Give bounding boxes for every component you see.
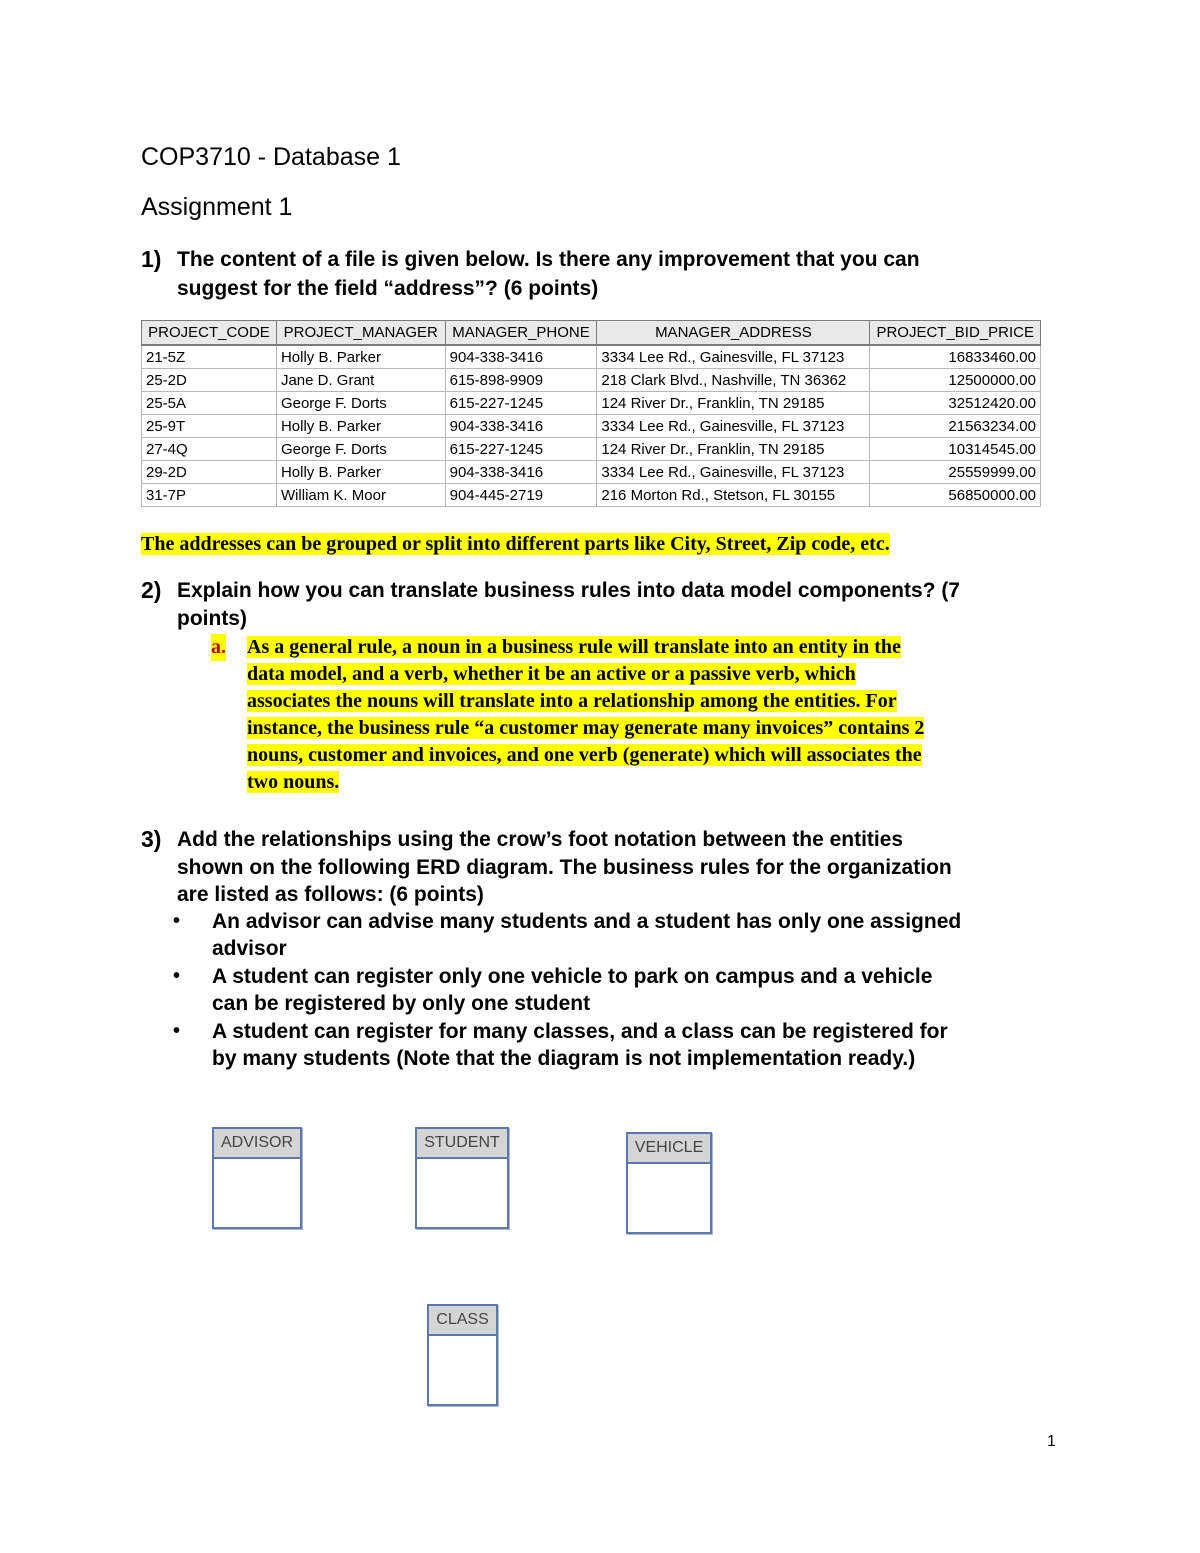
question-3-text-line3: are listed as follows: (6 points): [177, 883, 484, 906]
cell-bid-price: 56850000.00: [870, 484, 1041, 507]
list-item: [141, 908, 1071, 962]
question-2-text-line1: Explain how you can translate business rules into data model components? (7: [177, 579, 960, 602]
cell-bid-price: 12500000.00: [870, 369, 1041, 392]
bullet-icon: •: [173, 965, 181, 987]
answer-line: data model, and a verb, whether it be an active or a passive verb, which: [247, 663, 856, 685]
cell-phone: 615-227-1245: [445, 438, 597, 461]
entity-class[interactable]: [427, 1304, 498, 1406]
rule-line: advisor: [212, 937, 287, 960]
question-1-number: 1): [141, 246, 162, 272]
cell-manager: George F. Dorts: [276, 392, 445, 415]
cell-bid-price: 32512420.00: [870, 392, 1041, 415]
cell-phone: 904-338-3416: [445, 345, 597, 369]
cell-manager: Holly B. Parker: [276, 345, 445, 369]
answer-line: nouns, customer and invoices, and one verb (generate) which will associates the: [247, 744, 922, 766]
rule-line: can be registered by only one student: [212, 992, 591, 1015]
table-header-row: [142, 321, 1041, 346]
question-1-answer-text: The addresses can be grouped or split into different parts like City, Street, Zip code, etc.: [141, 533, 890, 555]
col-project-code: PROJECT_CODE: [142, 321, 277, 346]
cell-bid-price: 21563234.00: [870, 415, 1041, 438]
cell-address: 216 Morton Rd., Stetson, FL 30155: [597, 484, 870, 507]
page-number: 1: [1047, 1433, 1056, 1450]
list-item: [141, 1018, 1071, 1072]
question-2-answer-body: [247, 634, 1057, 796]
table-row: [142, 415, 1041, 438]
table-row: [142, 484, 1041, 507]
question-3-number: 3): [141, 826, 162, 852]
answer-line: two nouns.: [247, 771, 340, 793]
answer-line: associates the nouns will translate into a relationship among the entities. For: [247, 690, 897, 712]
list-item: [141, 963, 1071, 1017]
entity-student[interactable]: [415, 1127, 509, 1229]
table-row: [142, 392, 1041, 415]
cell-manager: William K. Moor: [276, 484, 445, 507]
cell-code: 27-4Q: [142, 438, 277, 461]
question-1-text-line1: The content of a file is given below. Is there any improvement that you can: [177, 248, 920, 271]
cell-code: 25-9T: [142, 415, 277, 438]
cell-phone: 615-898-9909: [445, 369, 597, 392]
cell-code: 25-5A: [142, 392, 277, 415]
cell-manager: Holly B. Parker: [276, 415, 445, 438]
table-row: [142, 438, 1041, 461]
cell-address: 124 River Dr., Franklin, TN 29185: [597, 392, 870, 415]
cell-phone: 904-445-2719: [445, 484, 597, 507]
question-1-text-line2: suggest for the field “address”? (6 points): [177, 277, 599, 300]
cell-address: 3334 Lee Rd., Gainesville, FL 37123: [597, 461, 870, 484]
cell-address: 124 River Dr., Franklin, TN 29185: [597, 438, 870, 461]
cell-manager: Jane D. Grant: [276, 369, 445, 392]
question-1-answer: [141, 531, 890, 557]
bullet-icon: •: [173, 1020, 181, 1042]
rule-line: by many students (Note that the diagram is not implementation ready.): [212, 1047, 916, 1070]
cell-code: 21-5Z: [142, 345, 277, 369]
entity-class-name: CLASS: [429, 1306, 496, 1336]
table-row: [142, 369, 1041, 392]
cell-bid-price: 16833460.00: [870, 345, 1041, 369]
entity-vehicle-name: VEHICLE: [628, 1134, 710, 1164]
business-rules-list: [141, 908, 1071, 1073]
cell-phone: 615-227-1245: [445, 392, 597, 415]
col-project-bid-price: PROJECT_BID_PRICE: [870, 321, 1041, 346]
cell-code: 31-7P: [142, 484, 277, 507]
table-row: [142, 461, 1041, 484]
rule-line: An advisor can advise many students and a student has only one assigned: [212, 910, 962, 933]
answer-line: As a general rule, a noun in a business rule will translate into an entity in the: [247, 636, 901, 658]
entity-student-name: STUDENT: [417, 1129, 507, 1159]
cell-phone: 904-338-3416: [445, 461, 597, 484]
cell-bid-price: 25559999.00: [870, 461, 1041, 484]
cell-code: 25-2D: [142, 369, 277, 392]
cell-manager: Holly B. Parker: [276, 461, 445, 484]
course-title: COP3710 - Database 1: [141, 143, 401, 171]
cell-bid-price: 10314545.00: [870, 438, 1041, 461]
col-manager-address: MANAGER_ADDRESS: [597, 321, 870, 346]
entity-advisor[interactable]: [212, 1127, 302, 1229]
answer-line: instance, the business rule “a customer may generate many invoices” contains 2: [247, 717, 925, 739]
question-2-text-line2: points): [177, 607, 247, 630]
col-project-manager: PROJECT_MANAGER: [276, 321, 445, 346]
table-row: [142, 345, 1041, 369]
entity-vehicle[interactable]: [626, 1132, 712, 1234]
question-3-text-line2: shown on the following ERD diagram. The business rules for the organization: [177, 856, 952, 879]
cell-address: 3334 Lee Rd., Gainesville, FL 37123: [597, 415, 870, 438]
question-2-answer-label: a.: [211, 634, 226, 661]
rule-line: A student can register for many classes, and a class can be registered for: [212, 1020, 948, 1043]
question-3-text-line1: Add the relationships using the crow’s foot notation between the entities: [177, 828, 904, 851]
cell-address: 3334 Lee Rd., Gainesville, FL 37123: [597, 345, 870, 369]
cell-manager: George F. Dorts: [276, 438, 445, 461]
question-2-number: 2): [141, 577, 162, 603]
cell-address: 218 Clark Blvd., Nashville, TN 36362: [597, 369, 870, 392]
rule-line: A student can register only one vehicle to park on campus and a vehicle: [212, 965, 933, 988]
col-manager-phone: MANAGER_PHONE: [445, 321, 597, 346]
cell-phone: 904-338-3416: [445, 415, 597, 438]
entity-advisor-name: ADVISOR: [214, 1129, 300, 1159]
cell-code: 29-2D: [142, 461, 277, 484]
assignment-title: Assignment 1: [141, 193, 293, 221]
project-table: [141, 320, 1041, 507]
bullet-icon: •: [173, 910, 181, 932]
